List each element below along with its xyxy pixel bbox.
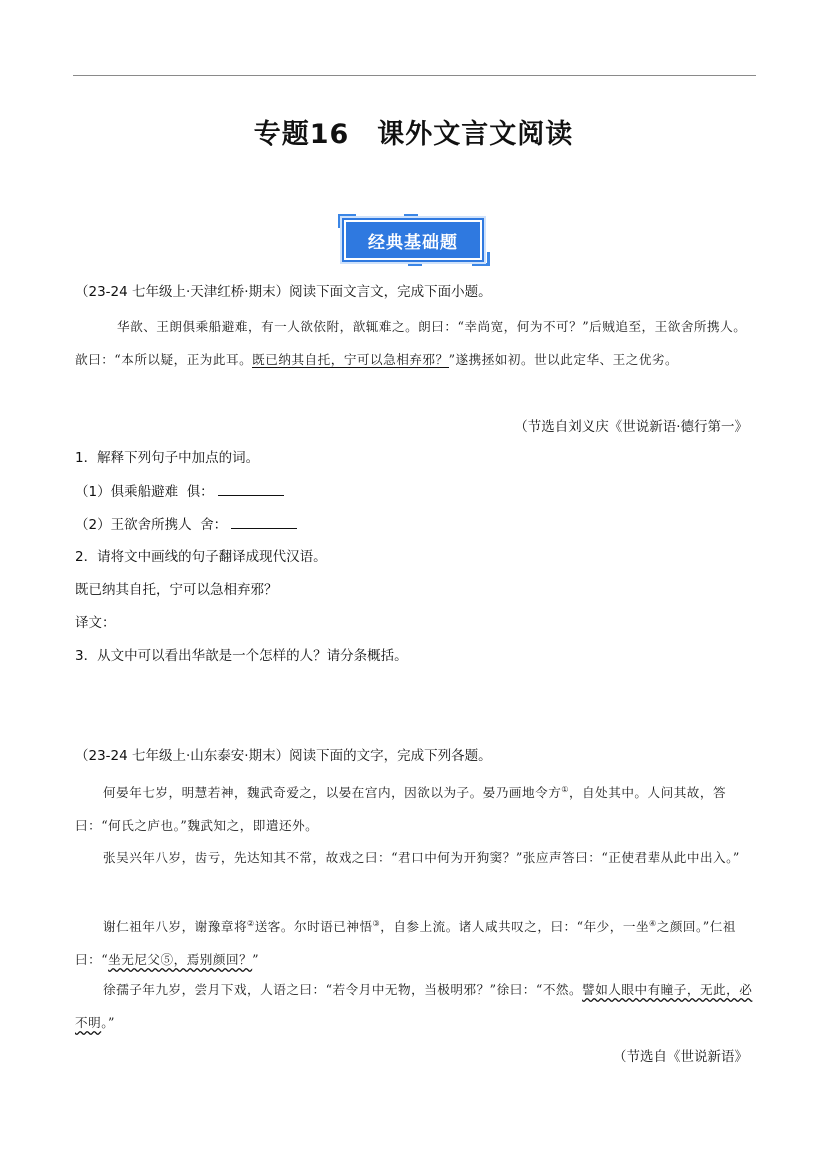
section1-source: （节选自刘义庆《世说新语·德行第一》 [514,419,748,435]
section2-paragraph-3: 谢仁祖年八岁，谢豫章将②送客。尔时语已神悟③，自参上流。诸人咸共叹之，曰：“年少，一坐④之颜回。”仁祖曰：“坐无尼父⑤，焉别颜回？” [75,919,736,968]
header-rule [73,75,756,76]
question-1: 1．解释下列句子中加点的词。 [75,450,260,466]
footnote-marker: ④ [649,919,657,928]
question-1b: （2）王欲舍所携人 舍： [75,514,297,535]
section1-passage [75,310,755,376]
question-2-sentence: 既已纳其自托，宁可以急相弃邪？ [75,582,278,598]
answer-blank[interactable] [218,481,284,496]
section2-paragraph-2: 张吴兴年八岁，齿亏，先达知其不常，故戏之曰：“君口中何为开狗窦？”张应声答曰：“正使君辈从此中出入。” [103,850,740,865]
wavy-underlined-sentence: 譬如人眼中有瞳子，无此，必不明 [75,982,753,1030]
passage-text: 华歆、王朗俱乘船避难，有一人欲依附，歆辄难之。朗曰：“幸尚宽，何为不可？”后贼追至，王欲舍所携人。歆曰：“本所以疑，正为此耳。 [75,319,747,367]
answer-blank[interactable] [231,514,297,529]
footnote-marker: ① [561,785,569,794]
question-3: 3．从文中可以看出华歆是一个怎样的人？请分条概括。 [75,648,408,664]
page-title: 专题16 课外文言文阅读 [253,119,574,150]
badge-label: 经典基础题 [368,232,458,253]
section2-paragraph-4: 徐孺子年九岁，尝月下戏，人语之曰：“若令月中无物，当极明邪？”徐曰：“不然。譬如人眼中有瞳子，无此，必不明。” [75,982,753,1030]
footnote-marker: ② [247,919,255,928]
section2-source: （节选自《世说新语》 [613,1049,748,1065]
passage-text-end: ”遂携拯如初。世以此定华、王之优劣。 [448,352,679,367]
question-1a: （1）俱乘船避难 俱： [75,481,284,502]
section-badge [338,214,490,266]
question-2: 2．请将文中画线的句子翻译成现代汉语。 [75,549,327,565]
section2-paragraph-1: 何晏年七岁，明慧若神，魏武奇爱之，以晏在宫内，因欲以为子。晏乃画地令方①，自处其中。人问其故，答曰：“何氏之庐也。”魏武知之，即遣还外。 [75,785,727,834]
wavy-underlined-sentence: 坐无尼父⑤，焉别颜回？ [108,952,253,968]
section2-intro: （23-24 七年级上·山东泰安·期末）阅读下面的文字，完成下列各题。 [75,748,492,764]
question-2-answer-label: 译文： [75,615,116,631]
section1-intro: （23-24 七年级上·天津红桥·期末）阅读下面文言文，完成下面小题。 [75,284,492,300]
footnote-marker: ③ [372,919,381,928]
underlined-sentence: 既已纳其自托，宁可以急相弃邪？ [252,352,449,367]
